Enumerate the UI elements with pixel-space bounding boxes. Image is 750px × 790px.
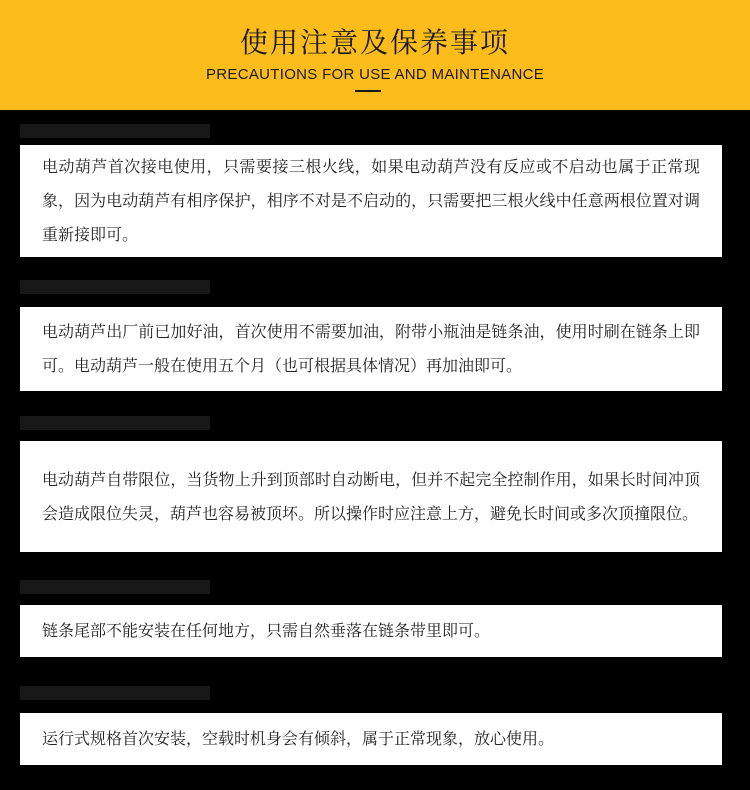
note-card xyxy=(20,307,722,391)
title-underline-divider xyxy=(355,90,381,92)
header-banner xyxy=(0,0,750,110)
note-card xyxy=(20,145,722,257)
section-label-bar xyxy=(20,580,210,594)
note-text: 链条尾部不能安装在任何地方，只需自然垂落在链条带里即可。 xyxy=(42,621,491,640)
note-card xyxy=(20,713,722,765)
note-card xyxy=(20,441,722,552)
page-subtitle: PRECAUTIONS FOR USE AND MAINTENANCE xyxy=(205,66,545,83)
note-text: 电动葫芦首次接电使用，只需要接三根火线，如果电动葫芦没有反应或不启动也属于正常现象，因为电动葫芦有相序保护，相序不对是不启动的，只需要把三根火线中任意两根位置对调重新接即可。 xyxy=(42,157,700,244)
note-text: 运行式规格首次安装，空载时机身会有倾斜，属于正常现象，放心使用。 xyxy=(42,729,555,748)
section-label-bar xyxy=(20,124,210,138)
note-text: 电动葫芦出厂前已加好油，首次使用不需要加油，附带小瓶油是链条油，使用时刷在链条上即可。电动葫芦一般在使用五个月（也可根据具体情况）再加油即可。 xyxy=(42,322,700,375)
section-label-bar xyxy=(20,280,210,294)
note-card xyxy=(20,605,722,657)
section-label-bar xyxy=(20,686,210,700)
page-title: 使用注意及保养事项 xyxy=(239,26,510,59)
section-label-bar xyxy=(20,416,210,430)
note-text: 电动葫芦自带限位，当货物上升到顶部时自动断电，但并不起完全控制作用，如果长时间冲顶会造成限位失灵，葫芦也容易被顶坏。所以操作时应注意上方，避免长时间或多次顶撞限位。 xyxy=(42,469,700,523)
